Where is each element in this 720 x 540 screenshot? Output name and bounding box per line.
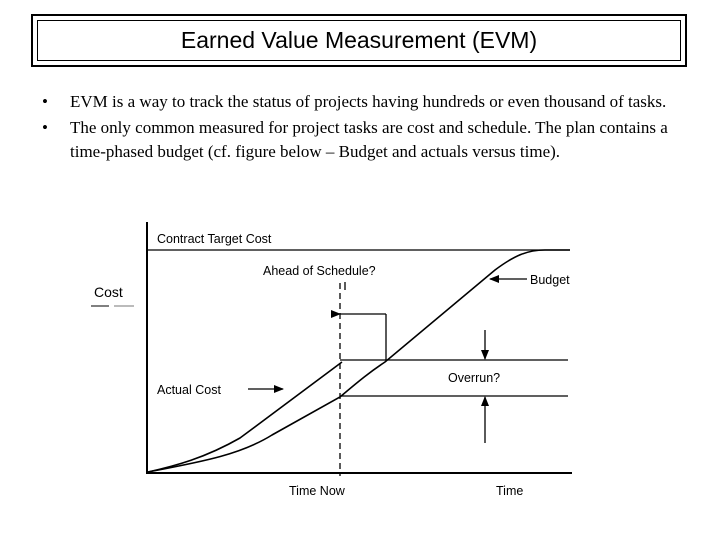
overrun-label: Overrun? bbox=[448, 371, 501, 385]
bullet-text: EVM is a way to track the status of projects having hundreds or even thousand of tasks. bbox=[70, 92, 667, 111]
budget-label: Budget bbox=[530, 273, 570, 287]
ahead-of-schedule-label: Ahead of Schedule? bbox=[263, 264, 376, 278]
bullet-mark: • bbox=[42, 92, 48, 111]
slide-title: Earned Value Measurement (EVM) bbox=[180, 27, 538, 53]
budget-curve bbox=[148, 250, 570, 472]
contract-target-cost-label: Contract Target Cost bbox=[157, 232, 272, 246]
time-now-label: Time Now bbox=[289, 484, 345, 498]
bullet-text: The only common measured for project tasks are cost and schedule. The plan contains a time-phased budget (cf. figure below – Budget and actuals versus time). bbox=[70, 118, 668, 161]
actual-cost-label: Actual Cost bbox=[157, 383, 221, 397]
actual-cost-curve bbox=[148, 362, 342, 472]
time-label: Time bbox=[496, 484, 524, 498]
bullet-mark: • bbox=[42, 118, 48, 137]
cost-label: Cost bbox=[94, 284, 123, 300]
